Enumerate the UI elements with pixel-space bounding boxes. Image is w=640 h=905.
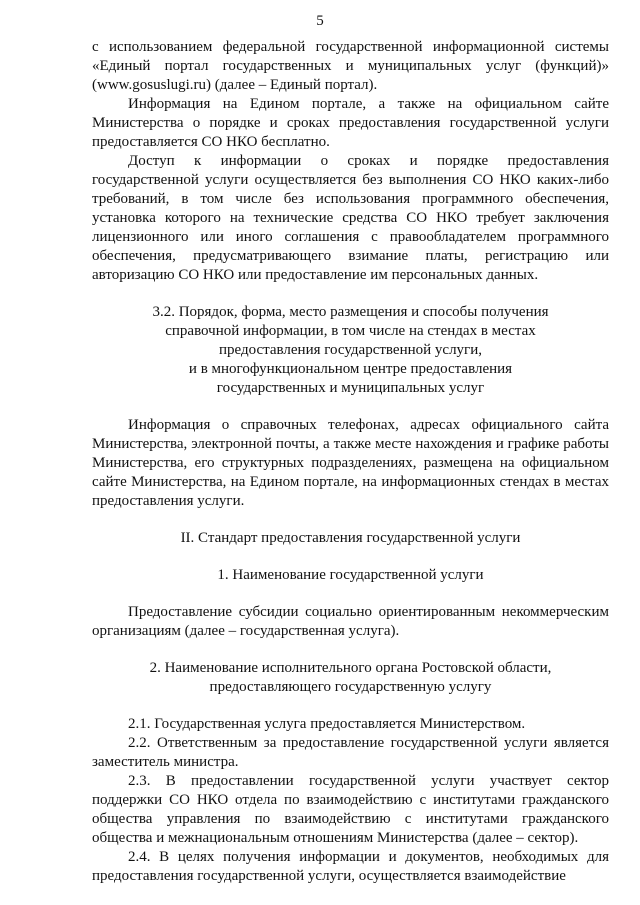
paragraph: 2.2. Ответственным за предоставление государственной услуги является заместитель министра.: [92, 735, 609, 770]
section-heading-2: [92, 659, 609, 697]
paragraph: с использованием федеральной государственной информационной системы «Единый портал государственных и муниципальных услуг (функций)» (www.gosuslugi.ru) (далее – Единый портал).: [92, 39, 609, 93]
paragraph: Доступ к информации о сроках и порядке предоставления государственной услуги осуществляется без выполнения СО НКО каких-либо требований, в том числе без использования программного обеспечения, установка которого на технические средства СО НКО требует заключения лицензионного или иного соглашения с правообладателем программного обеспечения, предусматривающего взимание платы, регистрацию или авторизацию СО НКО или предоставление им персональных данных.: [92, 153, 609, 283]
paragraph: Информация о справочных телефонах, адресах официального сайта Министерства, электронной почты, а также месте нахождения и графике работы Министерства, его структурных подразделениях, размещена на официальном сайте Министерства, на Едином портале, на информационных стендах в местах предоставления услуги.: [92, 417, 609, 509]
paragraph: 2.1. Государственная услуга предоставляется Министерством.: [128, 716, 526, 732]
section-heading-1: 1. Наименование государственной услуги: [217, 567, 484, 583]
page-content: [92, 38, 609, 886]
paragraph: 2.4. В целях получения информации и документов, необходимых для предоставления государственной услуги, осуществляется взаимодействие: [92, 849, 609, 884]
paragraph: Предоставление субсидии социально ориентированным некоммерческим организациям (далее – государственная услуга).: [92, 604, 609, 639]
heading-line: и в многофункциональном центре предоставления: [188, 361, 513, 377]
heading-line: справочной информации, в том числе на стендах в местах: [165, 323, 536, 339]
section-title-II: II. Стандарт предоставления государственной услуги: [180, 530, 521, 546]
heading-line: 3.2. Порядок, форма, место размещения и способы получения: [152, 304, 549, 320]
page-number: 5: [316, 13, 324, 29]
heading-line: государственных и муниципальных услуг: [216, 380, 485, 396]
heading-line: 2. Наименование исполнительного органа Ростовской области,: [149, 660, 552, 676]
paragraph: 2.3. В предоставлении государственной услуги участвует сектор поддержки СО НКО отдела по взаимодействию с институтами гражданского общества управления по взаимодействию с институтами гражданского общества и межнациональным отношениям Министерства (далее – сектор).: [92, 773, 609, 846]
section-heading-3-2: [92, 303, 609, 398]
paragraph: Информация на Едином портале, а также на официальном сайте Министерства о порядке и сроках предоставления государственной услуги предоставляется СО НКО бесплатно.: [92, 96, 609, 150]
heading-line: предоставляющего государственную услугу: [209, 679, 492, 695]
heading-line: предоставления государственной услуги,: [218, 342, 482, 358]
